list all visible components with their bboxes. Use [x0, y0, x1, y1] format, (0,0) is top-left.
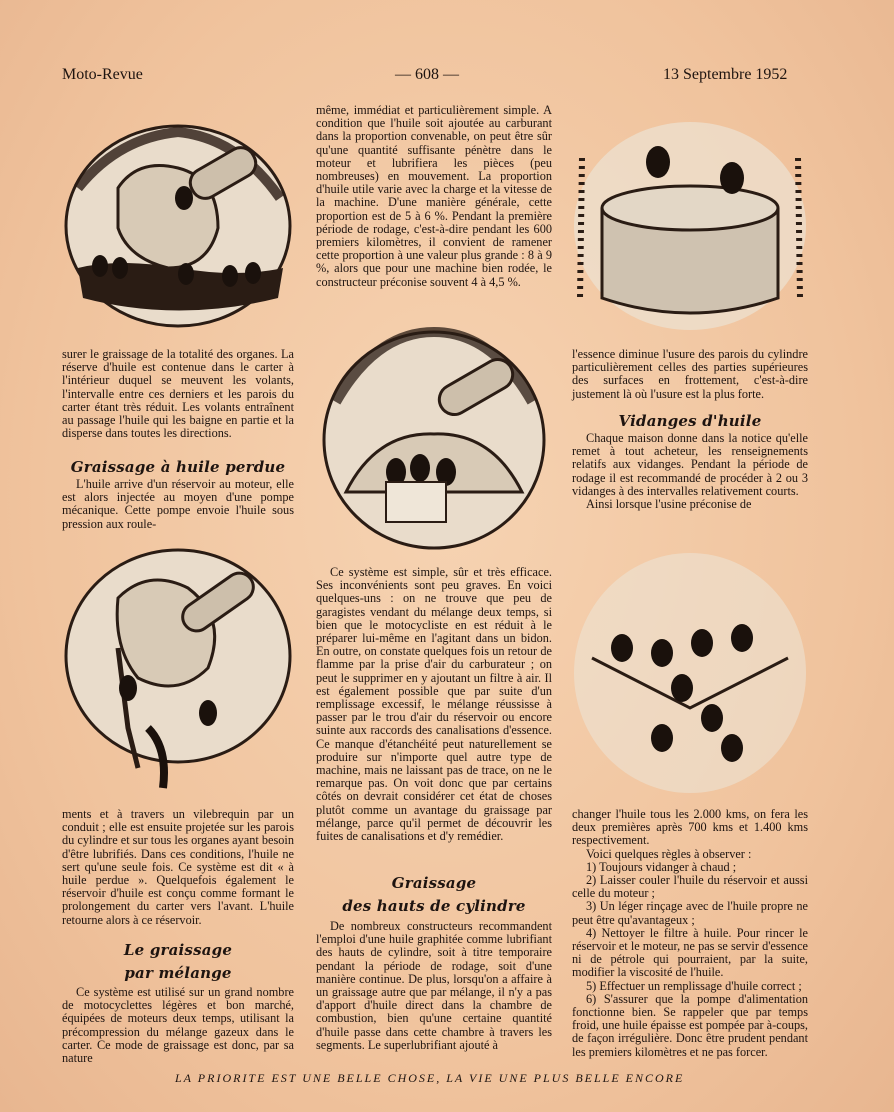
list-item: 3) Un léger rinçage avec de l'huile propre ne peut être qu'avantageux ; [572, 899, 808, 927]
paragraph: Chaque maison donne dans la notice qu'elle remet à tout acheteur, les renseignements relatifs aux vidanges. Pendant la période de rodage il est recommandé de procéder à 2 ou 3 vidanges à des intervalles relativement courts. [572, 431, 808, 498]
section-heading-graissage-melange-2: par mélange [124, 964, 232, 982]
illustration-oil-tank [572, 118, 808, 334]
column-3-bottom [572, 808, 808, 1059]
paragraph: Voici quelques règles à observer : [586, 846, 752, 861]
paragraph: L'huile arrive d'un réservoir au moteur, elle est alors injectée au moyen d'une pompe mécanique. Cette pompe envoie l'huile sous pression aux roule- [62, 477, 294, 531]
section-heading-vidanges: Vidanges d'huile [618, 412, 762, 430]
list-item: 6) S'assurer que la pompe d'alimentation fonctionne bien. Se rappeler que par temps froid, une huile épaisse est pompée par à-coups, de façon irrégulière. Donc être prudent pendant les premiers kilomètres et ne pas forcer. [572, 991, 808, 1059]
column-1-top [62, 348, 294, 440]
illustration-oil-drain [572, 548, 808, 798]
section-heading-huile-perdue: Graissage à huile perdue [70, 458, 286, 476]
paragraph: De nombreux constructeurs recommandent l'emploi d'une huile graphitée comme lubrifiant des hauts de cylindre, soit à titre temporaire pendant la période de rodage, soit d'une manière continue. De plus, lorsqu'on a affaire à un graissage autre que par mélange, il n'y a pas d'apport d'huile direct dans la chambre de combustion, bien qu'une certaine quantité d'huile passe dans cette chambre à travers les segments. Le superlubrifiant ajouté à [316, 919, 552, 1052]
list-item: 1) Toujours vidanger à chaud ; [586, 859, 737, 874]
list-item: 5) Effectuer un remplissage d'huile correct ; [586, 978, 802, 993]
section-heading-graissage-melange-1: Le graissage [123, 941, 233, 959]
page-number: — 608 — [395, 66, 459, 83]
section-heading-hauts-cylindre-2: des hauts de cylindre [342, 897, 526, 915]
footer-slogan: LA PRIORITE EST UNE BELLE CHOSE, LA VIE UNE PLUS BELLE ENCORE [175, 1071, 685, 1085]
list-item: 4) Nettoyer le filtre à huile. Pour rincer le réservoir et le moteur, ne pas se servir d'essence ni de pétrole qui pourraient, par la suite, modifier la viscosité de l'huile. [572, 925, 808, 980]
paragraph: changer l'huile tous les 2.000 kms, on fera les deux premières après 700 kms et 1.400 kms respectivement. [572, 807, 808, 848]
illustration-oil-pump [58, 538, 298, 800]
paragraph: Ce système est utilisé sur un grand nombre de motocyclettes légères et bon marché, équipées de moteurs deux temps, utilisant la précompression du mélange gazeux dans le carter. Ce mode de graissage est donc, par sa nature [62, 985, 294, 1066]
column-3-mid [572, 432, 808, 511]
publication-title: Moto-Revue [62, 66, 143, 83]
column-2-mid [316, 566, 552, 843]
illustration-crank-creatures [316, 322, 552, 562]
list-item: 2) Laisser couler l'huile du réservoir et aussi celle du moteur ; [572, 873, 808, 901]
column-1-mid [62, 478, 294, 531]
paragraph: Ce système est simple, sûr et très efficace. Ses inconvénients sont peu graves. En voici quelques-uns : on ne trouve que peu de garagistes vendant du mélange deux temps, si bien que le motocycliste en est réduit à le préparer lui-même en l'agitant dans un bidon. En outre, on constate quelques fois un retour de flamme par la prise d'air du carburateur ; on peut le supprimer en y ajoutant un filtre à air. Il est également possible que par suite d'un remplissage excessif, le mélange réussisse à passer par le trou d'air du réservoir ou encore suinte aux raccords des canalisations d'essence. Ce manque d'étanchéité peut naturellement se produire sur n'importe quel autre type de machine, mais ne laissant pas de trace, on ne le remarque pas. On voit donc que par certains côtés on devrait considérer cet état de choses plutôt comme un avantage du graissage par mélange, parce qu'il permet de découvrir les fuites de canalisations et d'y remédier. [316, 565, 552, 844]
paragraph: ments et à travers un vilebrequin par un conduit ; elle est ensuite projetée sur les parois du cylindre et sur tous les organes ayant besoin d'être lubrifiés. Dans ces conditions, l'huile ne sert qu'une seule fois. Ce système est dit « à huile perdue ». Quelquefois également le réservoir d'huile est conçu comme formant le prolongement du carter vers l'avant. L'huile retourne alors à ce réservoir. [62, 807, 294, 927]
illustration-crankcase-oil [58, 118, 298, 338]
column-2-end [316, 920, 552, 1052]
paragraph: Ainsi lorsque l'usine préconise de [586, 497, 752, 512]
column-1-end [62, 986, 294, 1065]
column-1-bottom [62, 808, 294, 927]
paragraph: même, immédiat et particulièrement simple. A condition que l'huile soit ajoutée au carburant dans la proportion convenable, on peut être sûr qu'une quantité suffisante pénètre dans le moteur et lubrifiera les pièces (peu nombreuses) en mouvement. La proportion d'huile utile varie avec la charge et la vitesse de la machine. D'une manière générale, cette proportion est de 5 à 6 %. Pendant la première période de rodage, c'est-à-dire pendant les 600 premiers kilomètres, il convient de ramener cette proportion à une valeur plus grande : 8 à 9 %, alors que pour une machine bien rodée, le constructeur préconise souvent 4 à 4,5 %. [316, 103, 552, 289]
issue-date: 13 Septembre 1952 [663, 66, 788, 83]
column-3-top [572, 348, 808, 401]
paragraph: l'essence diminue l'usure des parois du cylindre particulièrement celles des parties supérieures des surfaces en frottement, c'est-à-dire justement là où l'usure est la plus forte. [572, 347, 808, 401]
section-heading-hauts-cylindre-1: Graissage [391, 874, 477, 892]
column-2-top [316, 104, 552, 289]
paragraph: surer le graissage de la totalité des organes. La réserve d'huile est contenue dans le carter à l'intérieur duquel se meuvent les volants, l'intervalle entre ces derniers et les parois du carter étant très réduit. Les volants entraînent au passage l'huile qui les baigne en partie et la disperse dans toutes les directions. [62, 347, 294, 441]
